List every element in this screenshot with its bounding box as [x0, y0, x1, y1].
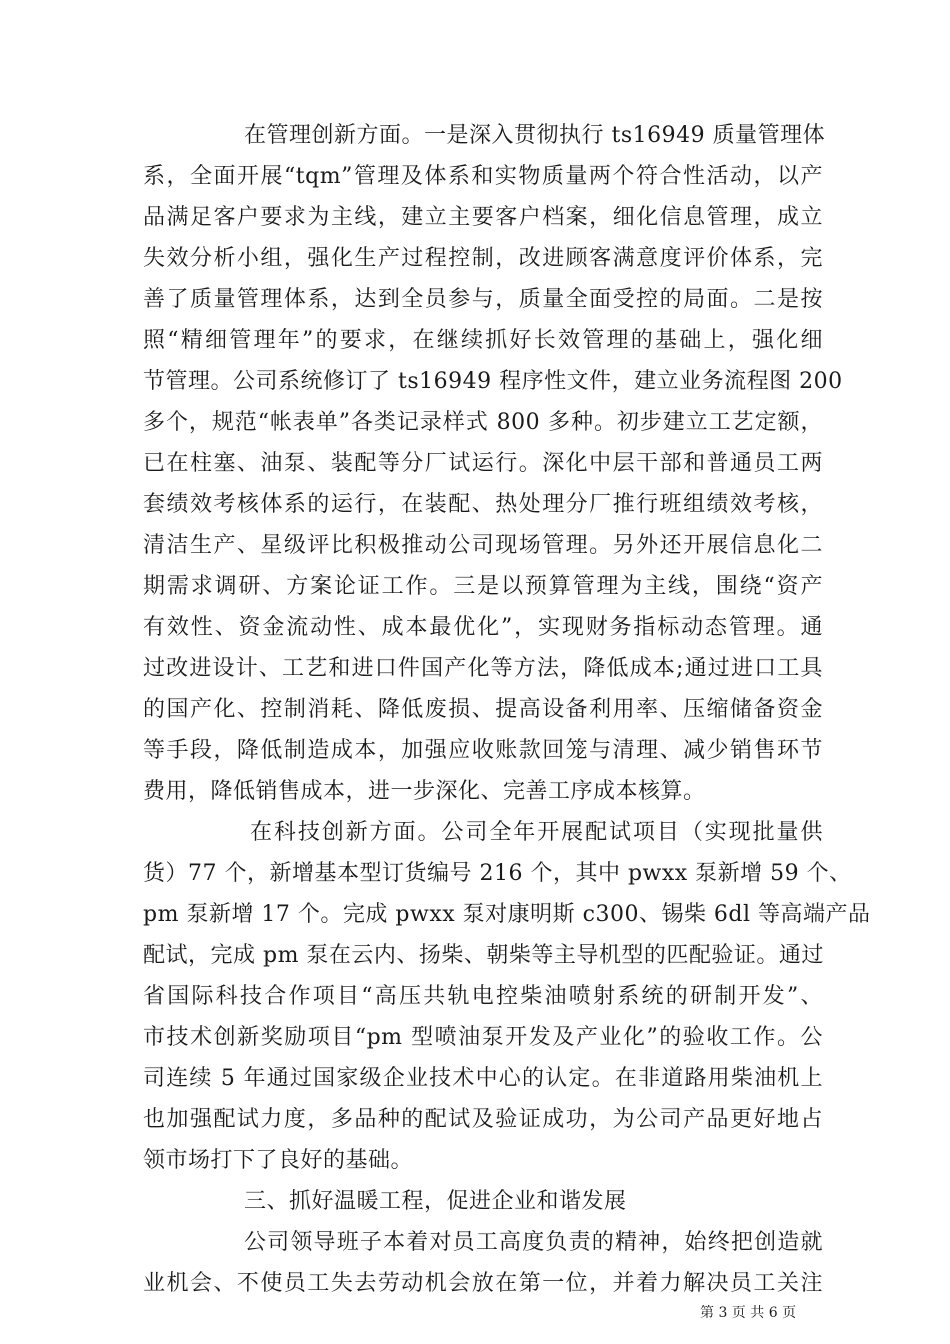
text-line: 市技术创新奖励项目“pm 型喷油泵开发及产业化”的验收工作。公 — [143, 1025, 823, 1050]
text-line: 善了质量管理体系，达到全员参与，质量全面受控的局面。二是按 — [143, 287, 823, 312]
text-line: 的国产化、控制消耗、降低废损、提高设备利用率、压缩储备资金 — [143, 697, 823, 722]
text-line: 多个，规范“帐表单”各类记录样式 800 多种。初步建立工艺定额， — [143, 410, 823, 435]
text-line: 套绩效考核体系的运行，在装配、热处理分厂推行班组绩效考核， — [143, 492, 823, 517]
text-line: 过改进设计、工艺和进口件国产化等方法，降低成本;通过进口工具 — [143, 656, 823, 681]
section-heading: 三、抓好温暖工程，促进企业和谐发展 — [244, 1189, 627, 1214]
text-line: 有效性、资金流动性、成本最优化”，实现财务指标动态管理。通 — [143, 615, 823, 640]
text-line: 也加强配试力度，多品种的配试及验证成功，为公司产品更好地占 — [143, 1107, 823, 1132]
text-line: 业机会、不使员工失去劳动机会放在第一位，并着力解决员工关注 — [143, 1271, 823, 1296]
text-line: pm 泵新增 17 个。完成 pwxx 泵对康明斯 c300、锡柴 6dl 等高端产品 — [143, 902, 871, 927]
text-line: 领市场打下了良好的基础。 — [143, 1148, 414, 1173]
text-line: 清洁生产、星级评比积极推动公司现场管理。另外还开展信息化二 — [143, 533, 823, 558]
text-line: 费用，降低销售成本，进一步深化、完善工序成本核算。 — [143, 779, 706, 804]
text-line: 货）77 个，新增基本型订货编号 216 个，其中 pwxx 泵新增 59 个、 — [143, 861, 852, 886]
text-line: 在科技创新方面。公司全年开展配试项目（实现批量供 — [250, 820, 823, 845]
text-line: 在管理创新方面。一是深入贯彻执行 ts16949 质量管理体 — [244, 123, 826, 148]
text-line: 节管理。公司系统修订了 ts16949 程序性文件，建立业务流程图 200 — [143, 369, 843, 394]
text-line: 期需求调研、方案论证工作。三是以预算管理为主线，围绕“资产 — [143, 574, 823, 599]
text-line: 省国际科技合作项目“高压共轨电控柴油喷射系统的研制开发”、 — [143, 984, 823, 1009]
text-line: 公司领导班子本着对员工高度负责的精神，始终把创造就 — [244, 1230, 823, 1255]
text-line: 等手段，降低制造成本，加强应收账款回笼与清理、减少销售环节 — [143, 738, 823, 763]
text-line: 照“精细管理年”的要求，在继续抓好长效管理的基础上，强化细 — [143, 328, 823, 353]
page-number: 第 3 页 共 6 页 — [700, 1305, 797, 1321]
text-line: 已在柱塞、油泵、装配等分厂试运行。深化中层干部和普通员工两 — [143, 451, 823, 476]
text-line: 司连续 5 年通过国家级企业技术中心的认定。在非道路用柴油机上 — [143, 1066, 823, 1091]
text-line: 系，全面开展“tqm”管理及体系和实物质量两个符合性活动，以产 — [143, 164, 823, 189]
text-line: 配试，完成 pm 泵在云内、扬柴、朝柴等主导机型的匹配验证。通过 — [143, 943, 824, 968]
text-line: 品满足客户要求为主线，建立主要客户档案，细化信息管理，成立 — [143, 205, 823, 230]
text-line: 失效分析小组，强化生产过程控制，改进顾客满意度评价体系，完 — [143, 246, 823, 271]
